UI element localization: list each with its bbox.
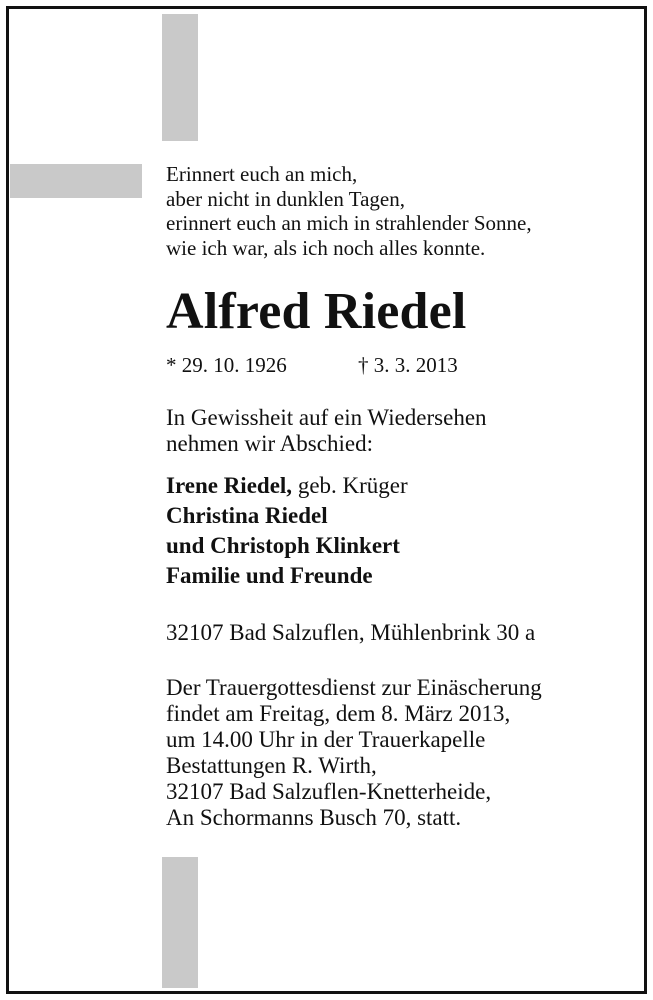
service-line: An Schormanns Busch 70, statt.	[166, 805, 462, 830]
life-dates	[166, 352, 606, 378]
service-line: Der Trauergottesdienst zur Einäscherung	[166, 675, 542, 700]
mourner-irene	[166, 471, 408, 501]
mourner-family-friends: Familie und Freunde	[166, 563, 373, 588]
intro-line: In Gewissheit auf ein Wiedersehen	[166, 405, 487, 430]
service-line: um 14.00 Uhr in der Trauerkapelle	[166, 727, 486, 752]
mourners-list	[166, 471, 408, 591]
poem-line: wie ich war, als ich noch alles konnte.	[166, 235, 486, 260]
death-date: † 3. 3. 2013	[358, 353, 458, 377]
funeral-service-info	[166, 675, 542, 831]
service-line: 32107 Bad Salzuflen-Knetterheide,	[166, 779, 492, 804]
cross-horizontal-left	[10, 164, 142, 198]
cross-vertical-bottom	[162, 857, 198, 988]
mourner-christina: Christina Riedel	[166, 503, 328, 528]
family-address: 32107 Bad Salzuflen, Mühlenbrink 30 a	[166, 620, 536, 645]
memorial-poem	[166, 162, 626, 260]
service-line: findet am Freitag, dem 8. März 2013,	[166, 701, 511, 726]
service-line: Bestattungen R. Wirth,	[166, 753, 377, 778]
mourner-name: Irene Riedel,	[166, 473, 293, 498]
poem-line: erinnert euch an mich in strahlender Sonne,	[166, 211, 532, 235]
intro-line: nehmen wir Abschied:	[166, 431, 373, 456]
deceased-name: Alfred Riedel	[166, 283, 467, 340]
farewell-intro	[166, 405, 487, 457]
birth-date: * 29. 10. 1926	[166, 353, 287, 377]
maiden-name: geb. Krüger	[292, 473, 408, 498]
mourner-christoph: und Christoph Klinkert	[166, 533, 400, 558]
cross-vertical-top	[162, 14, 198, 141]
poem-line: Erinnert euch an mich,	[166, 162, 358, 186]
poem-line: aber nicht in dunklen Tagen,	[166, 186, 405, 211]
